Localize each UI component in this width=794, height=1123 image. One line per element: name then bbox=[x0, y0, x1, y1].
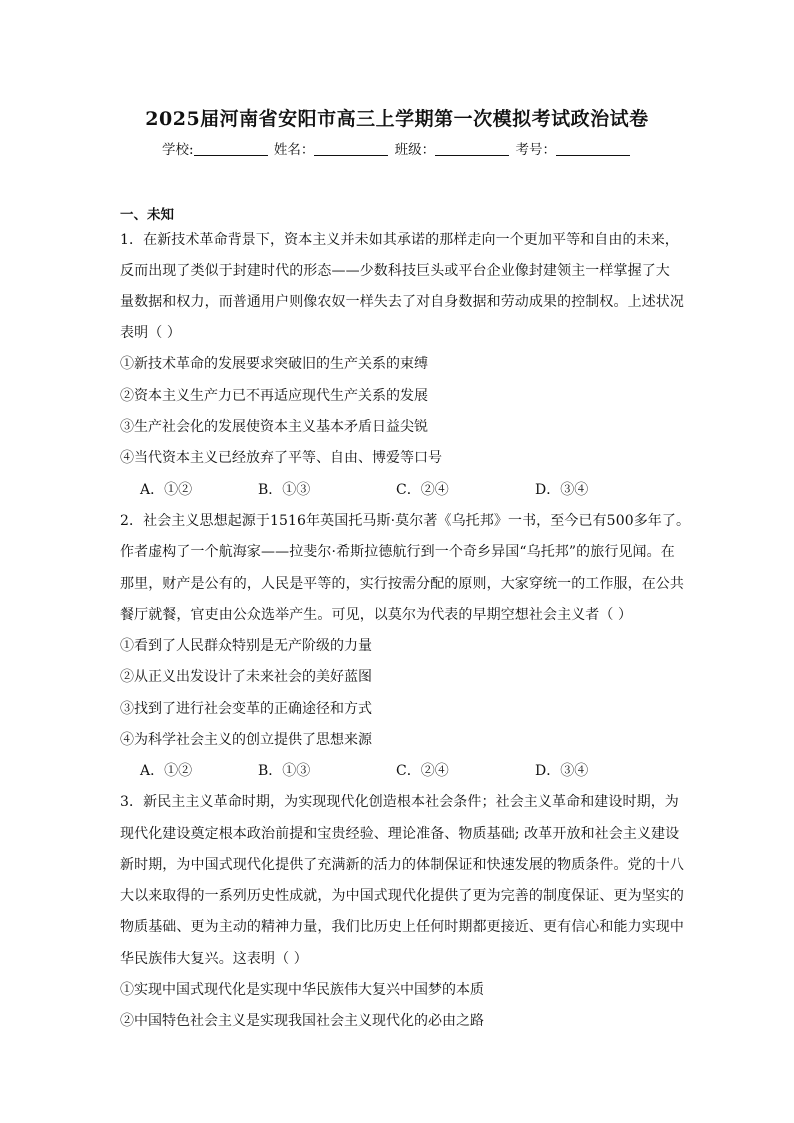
question-line: 现代化建设奠定根本政治前提和宝贵经验、理论准备、物质基础; 改革开放和社会主义建设 bbox=[120, 826, 680, 842]
question-line: 餐厅就餐，官吏由公众选举产生。可见，以莫尔为代表的早期空想社会主义者（ ） bbox=[120, 607, 633, 623]
question-line: 物质基础、更为主动的精神力量，我们比历史上任何时期都更接近、更有信心和能力实现中 bbox=[120, 919, 684, 935]
statement-option: ①新技术革命的发展要求突破旧的生产关系的束缚 bbox=[120, 356, 428, 372]
class-blank bbox=[435, 141, 509, 156]
class-label: 班级： bbox=[394, 142, 436, 158]
choice-d: D．③④ bbox=[535, 482, 589, 498]
statement-option: ④当代资本主义已经放弃了平等、自由、博爱等口号 bbox=[120, 450, 442, 466]
exam-number-label: 考号： bbox=[515, 142, 556, 158]
statement-option: ①看到了人民群众特别是无产阶级的力量 bbox=[120, 638, 372, 654]
statement-option: ②从正义出发设计了未来社会的美好蓝图 bbox=[120, 669, 372, 685]
statement-option: ②资本主义生产力已不再适应现代生产关系的发展 bbox=[120, 388, 428, 404]
school-blank bbox=[194, 141, 268, 156]
section-heading: 一、未知 bbox=[120, 207, 174, 223]
choice-a: A．①② bbox=[140, 763, 193, 779]
choice-c: C．②④ bbox=[396, 482, 449, 498]
statement-option: ③找到了进行社会变革的正确途径和方式 bbox=[120, 701, 372, 717]
question-line: 那里，财产是公有的，人民是平等的，实行按需分配的原则，大家穿统一的工作服，在公共 bbox=[120, 576, 684, 592]
question-line: 量数据和权力，而普通用户则像农奴一样失去了对自身数据和劳动成果的控制权。上述状况 bbox=[120, 294, 684, 310]
question-line: 华民族伟大复兴。这表明（ ） bbox=[120, 951, 308, 967]
student-info-row bbox=[0, 138, 794, 158]
statement-option: ④为科学社会主义的创立提供了思想来源 bbox=[120, 732, 372, 748]
question-line: 3．新民主主义革命时期，为实现现代化创造根本社会条件；社会主义革命和建设时期，为 bbox=[120, 794, 679, 810]
question-line: 2．社会主义思想起源于1516年英国托马斯·莫尔著《乌托邦》一书，至今已有500多年了。 bbox=[120, 513, 691, 529]
question-line: 大以来取得的一系列历史性成就，为中国式现代化提供了更为完善的制度保证、更为坚实的 bbox=[120, 888, 684, 904]
question-line: 作者虚构了一个航海家——拉斐尔·希斯拉德航行到一个奇乡异国“乌托邦”的旅行见闻。在 bbox=[120, 544, 675, 560]
choice-b: B．①③ bbox=[258, 763, 311, 779]
name-label: 姓名： bbox=[273, 142, 315, 158]
choice-a: A．①② bbox=[140, 482, 193, 498]
exam-title: 2025届河南省安阳市高三上学期第一次模拟考试政治试卷 bbox=[145, 108, 649, 130]
question-line: 表明（ ） bbox=[120, 325, 181, 341]
statement-option: ②中国特色社会主义是实现我国社会主义现代化的必由之路 bbox=[120, 1013, 484, 1029]
statement-option: ①实现中国式现代化是实现中华民族伟大复兴中国梦的本质 bbox=[120, 982, 484, 998]
question-line: 反而出现了类似于封建时代的形态——少数科技巨头或平台企业像封建领主一样掌握了大 bbox=[120, 263, 670, 279]
school-label: 学校: bbox=[162, 142, 194, 158]
question-line: 新时期，为中国式现代化提供了充满新的活力的体制保证和快速发展的物质条件。党的十八 bbox=[120, 857, 684, 873]
name-blank bbox=[314, 141, 388, 156]
statement-option: ③生产社会化的发展使资本主义基本矛盾日益尖锐 bbox=[120, 419, 428, 435]
question-line: 1．在新技术革命背景下，资本主义并未如其承诺的那样走向一个更加平等和自由的未来， bbox=[120, 232, 679, 248]
choice-d: D．③④ bbox=[535, 763, 589, 779]
choice-b: B．①③ bbox=[258, 482, 311, 498]
choice-c: C．②④ bbox=[396, 763, 449, 779]
exam-number-blank bbox=[556, 141, 630, 156]
